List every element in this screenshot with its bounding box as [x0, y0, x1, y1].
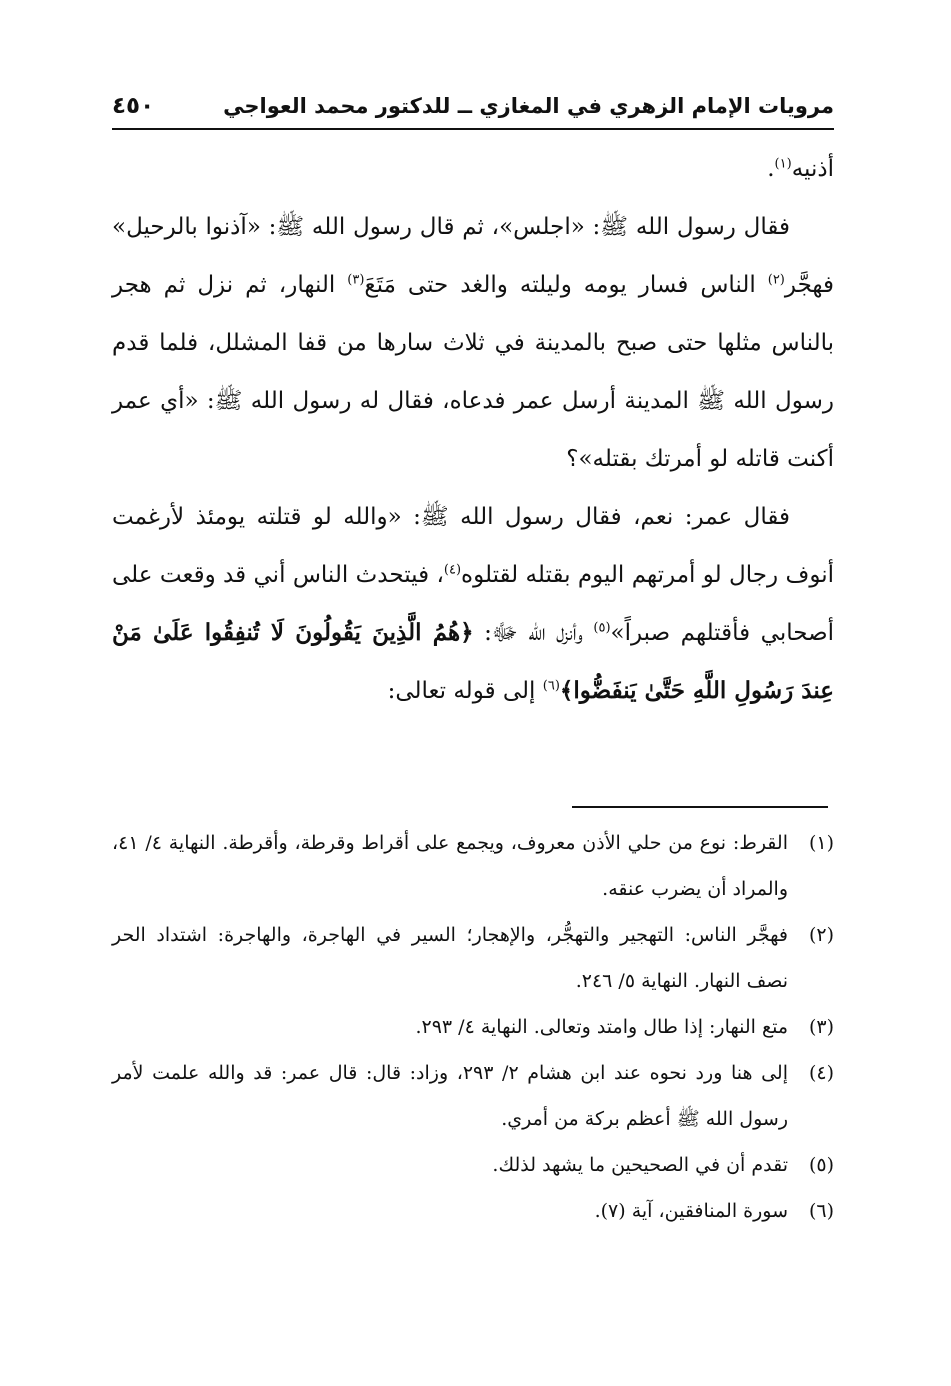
- text-run: إلى قوله تعالى:: [387, 678, 543, 704]
- text-run: فقال رسول الله ﷺ: «اجلس»، ثم قال رسول الله ﷺ: «آذنوا بالرحيل» فهجَّر: [112, 214, 835, 298]
- page-header: [112, 84, 834, 130]
- text-run: فقال عمر: نعم، فقال رسول الله ﷺ: «والله لو قتلته يومئذ لأرغمت أنوف رجال لو أمرتهم اليوم بقتله لقتلوه: [112, 504, 834, 588]
- text-run: الناس فسار يومه وليلته والغد حتى مَتَعَ: [364, 272, 768, 298]
- footnote-ref-3: (٣): [347, 272, 365, 288]
- text-run: أذنيه: [791, 156, 834, 182]
- footnote-text: القرط: نوع من حلي الأذن معروف، ويجمع على أقراط وقرطة، وأقرطة. النهاية ٤/ ٤١، والمراد أن يضرب عنقه.: [112, 832, 788, 900]
- footnote-text: تقدم أن في الصحيحين ما يشهد لذلك.: [492, 1154, 788, 1176]
- footnote-text: إلى هنا ورد نحوه عند ابن هشام ٢/ ٢٩٣، وزاد: قال: قال عمر: قد والله علمت لأمر رسول الله ﷺ أعظم بركة من أمري.: [112, 1062, 788, 1130]
- footnote-number: (٢): [808, 924, 834, 946]
- text-run: النهار، ثم نزل ثم هجر بالناس مثلها حتى صبح بالمدينة في ثلاث سارها من قفا المشلل، فلما قدم رسول الله ﷺ المدينة أرسل عمر فدعاه، فقال له رسول الله ﷺ: «أي عمر أكنت قاتله لو أمرتك بقتله»؟: [112, 272, 834, 472]
- quran-verse: ﴿هُمُ الَّذِينَ يَقُولُونَ لَا تُنفِقُوا عَلَىٰ مَنْ عِندَ رَسُولِ اللَّهِ حَتَّىٰ يَنفَضُّوا﴾: [112, 619, 834, 704]
- footnote-1: [112, 820, 834, 912]
- footnote-number: (٣): [808, 1016, 834, 1038]
- paragraph-2: [112, 488, 834, 720]
- main-text: [112, 140, 834, 720]
- text-run: .: [767, 156, 775, 182]
- footnote-5: [112, 1142, 834, 1188]
- footnote-ref-2: (٢): [767, 272, 785, 288]
- text-run: وأنزل الله ﷻ:: [473, 620, 594, 646]
- footnote-4: [112, 1050, 834, 1142]
- footnote-text: متع النهار: إذا طال وامتد وتعالى. النهاية ٤/ ٢٩٣.: [415, 1016, 788, 1038]
- footnote-number: (٥): [808, 1154, 834, 1176]
- footnote-number: (٤): [808, 1062, 834, 1084]
- footnotes: [112, 820, 834, 1234]
- footnote-ref-6: (٦): [542, 678, 560, 694]
- footnote-text: فهجَّر الناس: التهجير والتهجُّر، والإهجار؛ السير في الهاجرة، والهاجرة: اشتداد الحر نصف النهار. النهاية ٥/ ٢٤٦.: [112, 924, 788, 992]
- footnote-text: سورة المنافقين، آية (٧).: [594, 1200, 788, 1222]
- paragraph-1: [112, 198, 834, 488]
- footnote-ref-1: (١): [774, 156, 792, 172]
- footnote-ref-4: (٤): [443, 562, 462, 578]
- footnote-ref-5: (٥): [593, 620, 611, 636]
- footnote-6: [112, 1188, 834, 1234]
- footnote-number: (١): [808, 832, 834, 854]
- footnote-number: (٦): [808, 1200, 834, 1222]
- footnote-2: [112, 912, 834, 1004]
- footnote-separator: [572, 806, 828, 808]
- text-run: ، فيتحدث الناس أني قد وقعت على أصحابي فأقتلهم صبراً»: [112, 562, 834, 646]
- running-title: مرويات الإمام الزهري في المغازي ــ للدكتور محمد العواجي: [223, 94, 834, 118]
- page-number: ٤٥٠: [112, 93, 155, 119]
- paragraph-0: [112, 140, 834, 198]
- footnote-3: [112, 1004, 834, 1050]
